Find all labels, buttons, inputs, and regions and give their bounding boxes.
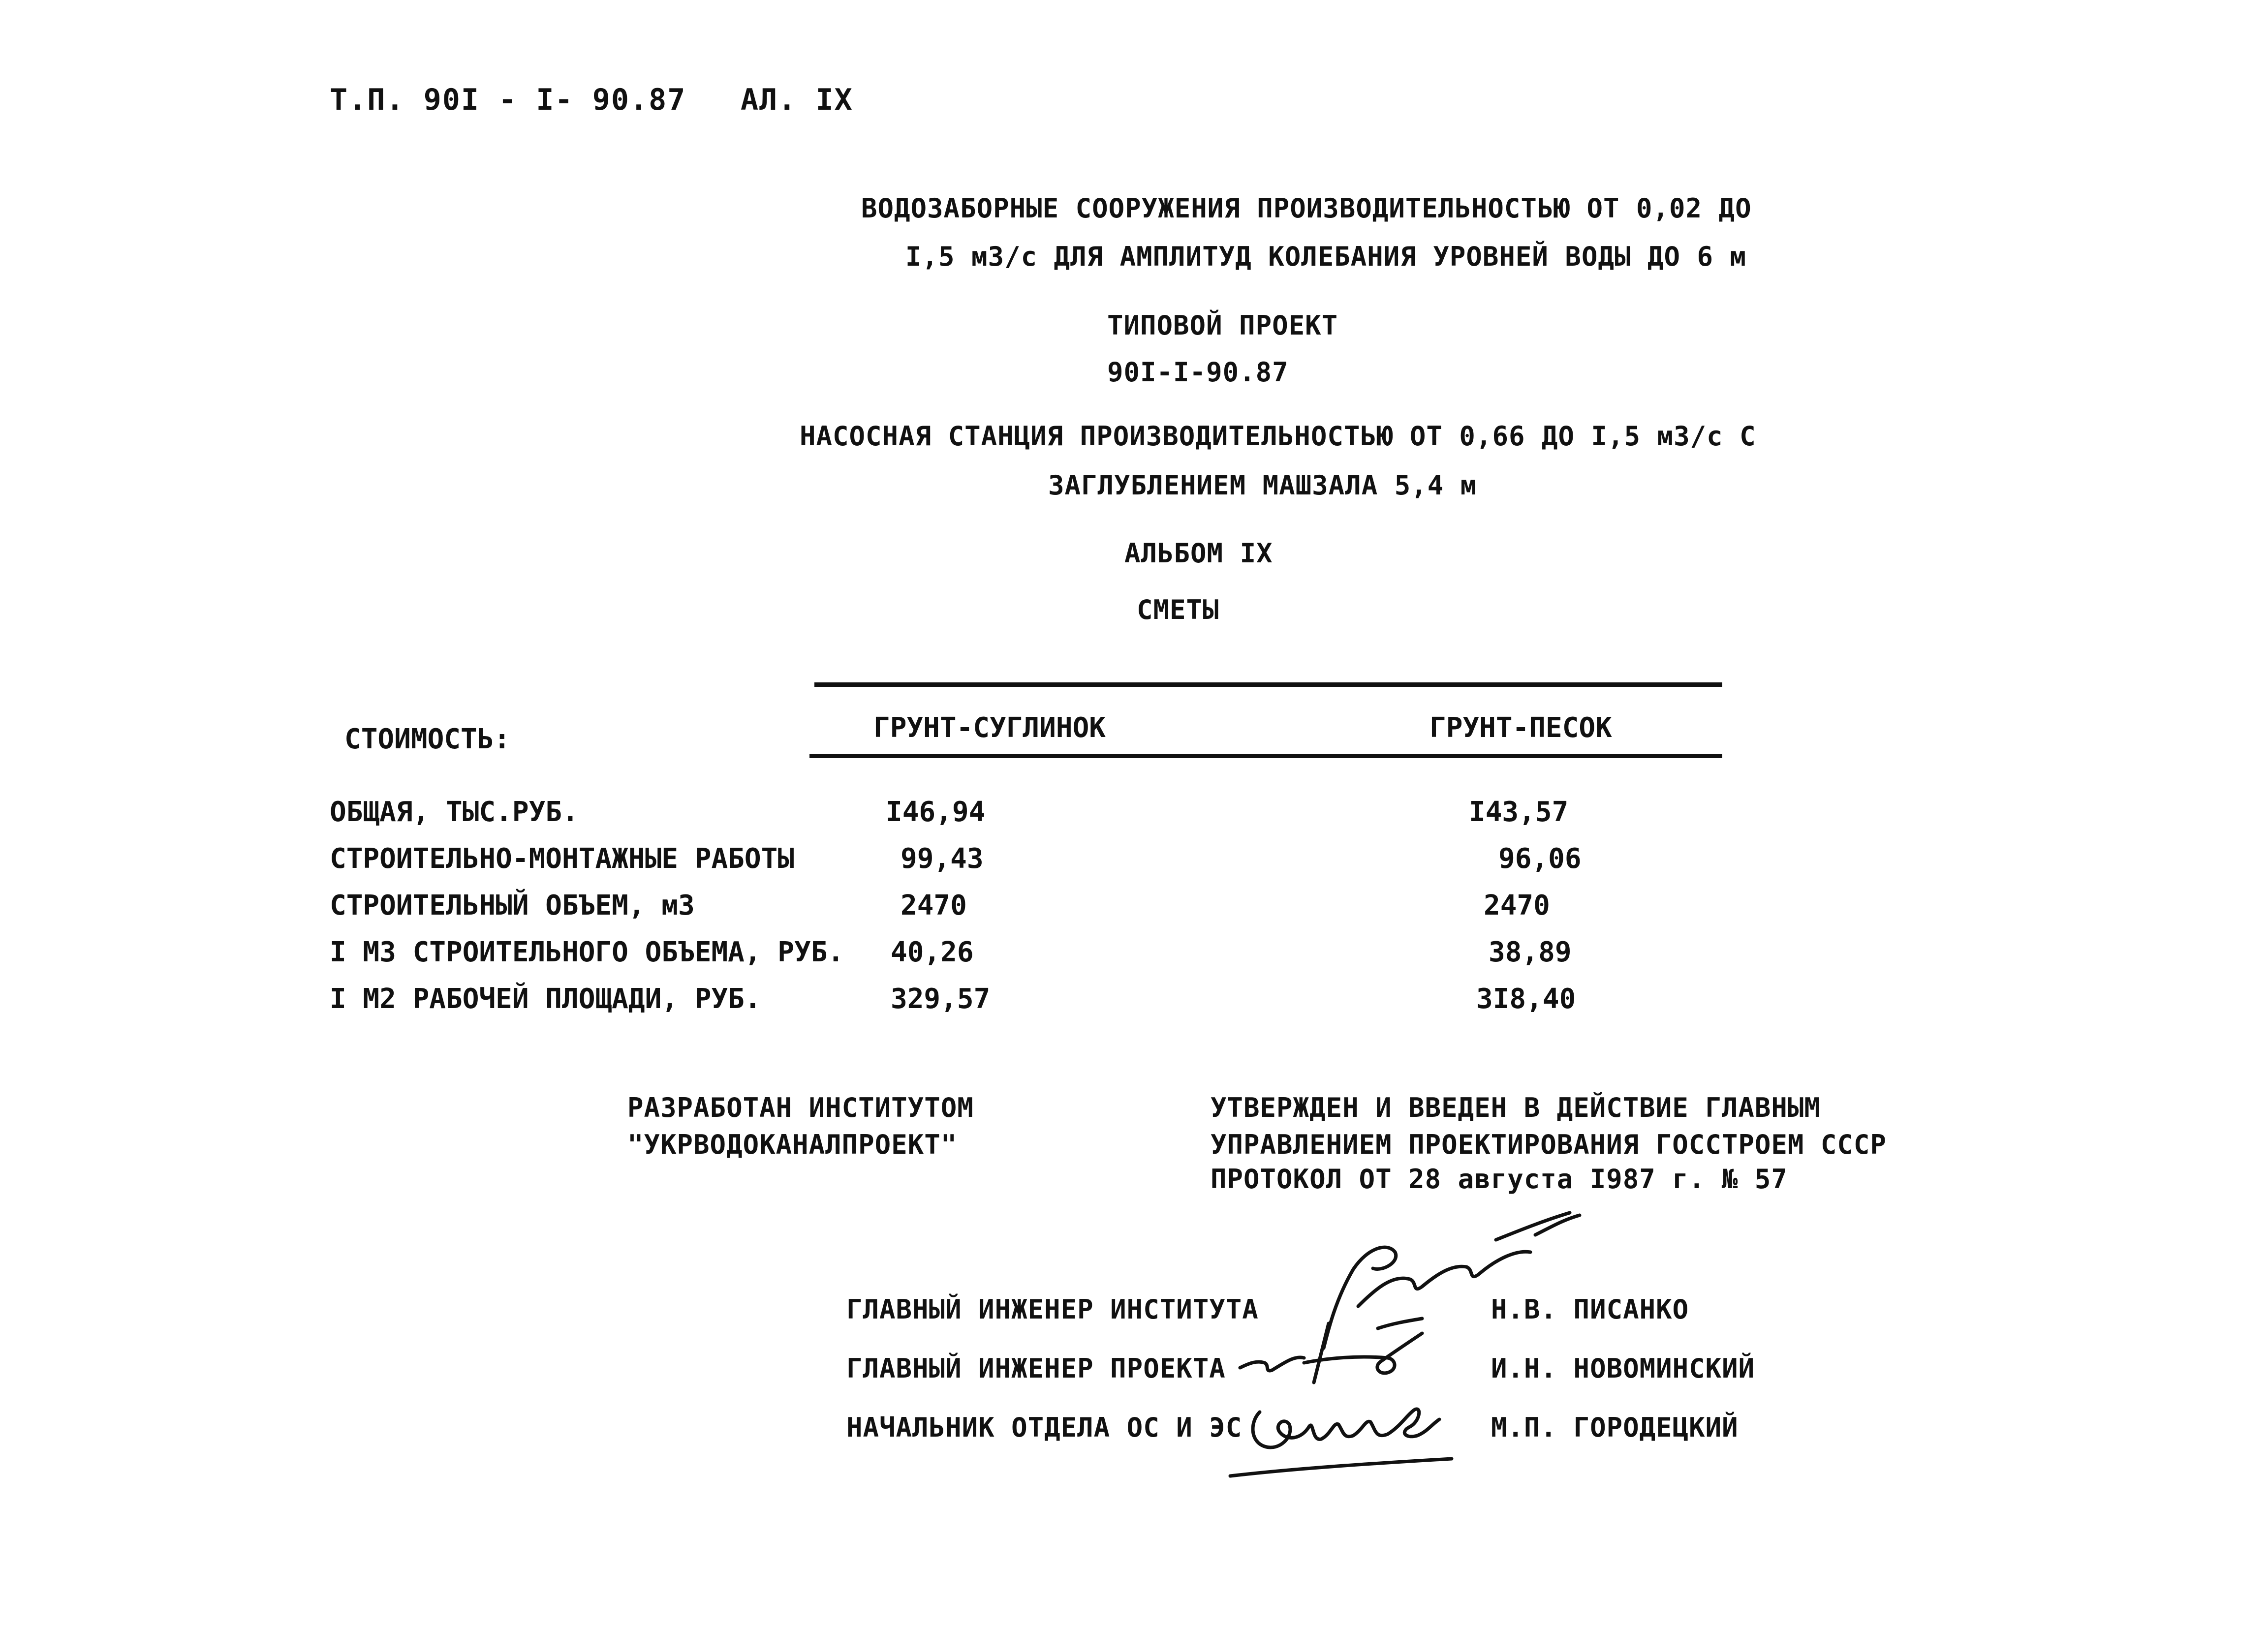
row-value-loam: 329,57 — [891, 983, 991, 1015]
signatory-name: И.Н. НОВОМИНСКИЙ — [1491, 1353, 1755, 1384]
row-label: СТРОИТЕЛЬНО-МОНТАЖНЫЕ РАБОТЫ — [330, 843, 795, 875]
signatory-role: НАЧАЛЬНИК ОТДЕЛА ОС И ЭС — [846, 1412, 1243, 1443]
row-value-sand: 38,89 — [1489, 936, 1572, 968]
signatory-role: ГЛАВНЫЙ ИНЖЕНЕР ПРОЕКТА — [846, 1353, 1226, 1384]
row-value-loam: 40,26 — [891, 936, 974, 968]
table-top-rule — [814, 682, 1722, 687]
row-label: I М2 РАБОЧЕЙ ПЛОЩАДИ, РУБ. — [330, 983, 761, 1015]
signatory-name: Н.В. ПИСАНКО — [1491, 1294, 1689, 1325]
station-line-1: НАСОСНАЯ СТАНЦИЯ ПРОИЗВОДИТЕЛЬНОСТЬЮ ОТ 0,66 ДО I,5 м3/с С — [800, 421, 1756, 452]
album-title: АЛЬБОМ IX — [1124, 538, 1273, 569]
title-line-2: I,5 м3/с ДЛЯ АМПЛИТУД КОЛЕБАНИЯ УРОВНЕЙ ВОДЫ ДО 6 м — [905, 241, 1747, 272]
column-header-loam: ГРУНТ-СУГЛИНОК — [873, 712, 1106, 744]
row-label: I М3 СТРОИТЕЛЬНОГО ОБЪЕМА, РУБ. — [330, 936, 844, 968]
document-code: Т.П. 90I - I- 90.87 — [330, 83, 686, 117]
row-label: ОБЩАЯ, ТЫС.РУБ. — [330, 796, 579, 828]
album-number: АЛ. IX — [741, 83, 853, 117]
approval-line-1: УТВЕРЖДЕН И ВВЕДЕН В ДЕЙСТВИЕ ГЛАВНЫМ — [1211, 1092, 1821, 1123]
signature-department-head — [1220, 1378, 1496, 1515]
project-type: ТИПОВОЙ ПРОЕКТ — [1107, 310, 1338, 341]
row-label: СТРОИТЕЛЬНЫЙ ОБЪЕМ, м3 — [330, 890, 695, 922]
row-value-sand: 3I8,40 — [1476, 983, 1576, 1015]
table-header-rule — [809, 754, 1722, 758]
approval-line-2: УПРАВЛЕНИЕМ ПРОЕКТИРОВАНИЯ ГОССТРОЕМ СССР — [1211, 1129, 1887, 1160]
signatory-name: М.П. ГОРОДЕЦКИЙ — [1491, 1412, 1739, 1443]
row-value-loam: 99,43 — [901, 843, 984, 875]
station-line-2: ЗАГЛУБЛЕНИЕМ МАШЗАЛА 5,4 м — [1048, 470, 1477, 501]
row-value-loam: I46,94 — [886, 796, 986, 828]
cost-label: СТОИМОСТЬ: — [344, 723, 511, 755]
developer-line-1: РАЗРАБОТАН ИНСТИТУТОМ — [627, 1092, 974, 1123]
signatory-role: ГЛАВНЫЙ ИНЖЕНЕР ИНСТИТУТА — [846, 1294, 1259, 1325]
title-line-1: ВОДОЗАБОРНЫЕ СООРУЖЕНИЯ ПРОИЗВОДИТЕЛЬНОСТЬЮ ОТ 0,02 ДО — [861, 193, 1752, 224]
row-value-sand: 2470 — [1484, 890, 1550, 922]
approval-line-3: ПРОТОКОЛ ОТ 28 августа I987 г. № 57 — [1211, 1164, 1788, 1195]
project-number: 90I-I-90.87 — [1107, 357, 1289, 388]
subject-title: СМЕТЫ — [1137, 594, 1219, 625]
row-value-loam: 2470 — [901, 890, 967, 922]
column-header-sand: ГРУНТ-ПЕСОК — [1429, 712, 1612, 744]
developer-line-2: "УКРВОДОКАНАЛПРОЕКТ" — [627, 1129, 958, 1160]
row-value-sand: I43,57 — [1469, 796, 1569, 828]
row-value-sand: 96,06 — [1498, 843, 1582, 875]
